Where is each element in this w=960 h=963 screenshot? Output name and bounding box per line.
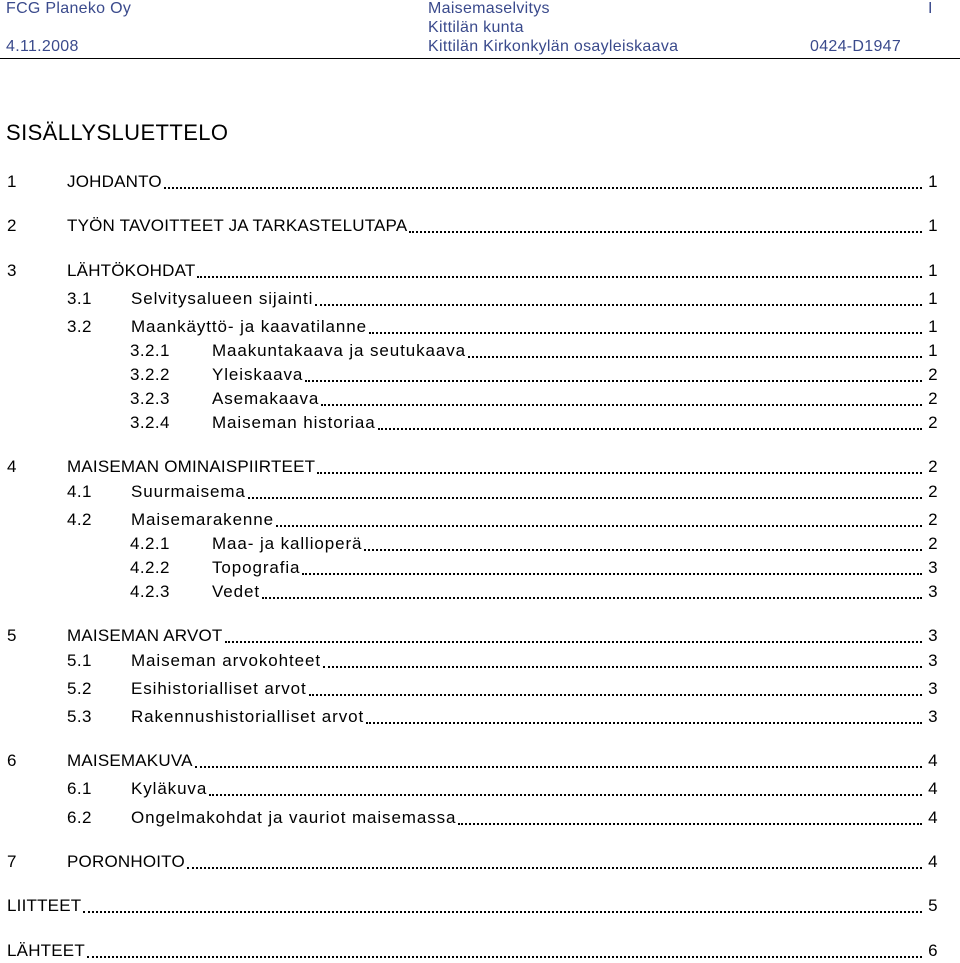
toc-entry-title: MAISEMAN OMINAISPIIRTEET	[67, 457, 316, 476]
toc-entry-title: JOHDANTO	[67, 172, 162, 191]
toc-entry-number: 6.2	[67, 808, 92, 827]
toc-dot-leader	[366, 722, 922, 724]
toc-dot-leader	[197, 276, 922, 278]
toc-entry-number: 4	[7, 457, 17, 476]
toc-entry[interactable]	[0, 624, 960, 648]
toc-dot-leader	[323, 666, 922, 668]
toc-entry-title: Suurmaisema	[131, 482, 246, 501]
header-project-code: 0424-D1947	[810, 38, 902, 55]
toc-dot-leader	[458, 823, 922, 825]
toc-entry-title: LIITTEET	[7, 896, 82, 915]
toc-entry[interactable]	[0, 894, 960, 918]
toc-entry-number: 3.2	[67, 317, 92, 336]
toc-entry[interactable]	[0, 259, 960, 283]
toc-page-number: 2	[928, 413, 938, 432]
page-title: SISÄLLYSLUETTELO	[6, 120, 229, 145]
toc-entry-title: TYÖN TAVOITTEET JA TARKASTELUTAPA	[67, 216, 408, 235]
toc-entry[interactable]	[0, 508, 960, 532]
toc-entry[interactable]	[0, 480, 960, 504]
toc-entry[interactable]	[0, 850, 960, 874]
toc-entry-title: Maiseman historiaa	[212, 413, 376, 432]
toc-page-number: 4	[928, 808, 938, 827]
toc-dot-leader	[302, 573, 922, 575]
toc-entry-title: Rakennushistorialliset arvot	[131, 707, 365, 726]
toc-page-number: 3	[928, 707, 938, 726]
toc-entry[interactable]	[0, 580, 960, 604]
toc-entry-title: Maankäyttö- ja kaavatilanne	[131, 317, 367, 336]
toc-entry-title: PORONHOITO	[67, 852, 185, 871]
toc-dot-leader	[321, 404, 922, 406]
toc-dot-leader	[364, 549, 922, 551]
toc-dot-leader	[305, 380, 922, 382]
toc-entry-number: 5.2	[67, 679, 92, 698]
toc-entry[interactable]	[0, 806, 960, 830]
toc-dot-leader	[87, 956, 922, 958]
toc-page-number: 2	[928, 534, 938, 553]
toc-entry[interactable]	[0, 939, 960, 963]
toc-dot-leader	[164, 187, 922, 189]
toc-entry-title: Vedet	[212, 582, 260, 601]
toc-entry[interactable]	[0, 749, 960, 773]
toc-entry-number: 6.1	[67, 779, 92, 798]
toc-entry[interactable]	[0, 777, 960, 801]
toc-page-number: 1	[928, 172, 938, 191]
header-date: 4.11.2008	[6, 38, 79, 55]
toc-dot-leader	[195, 766, 922, 768]
toc-entry-number: 7	[7, 852, 17, 871]
toc-entry-title: MAISEMAN ARVOT	[67, 626, 223, 645]
toc-entry[interactable]	[0, 315, 960, 339]
toc-entry-title: Maakuntakaava ja seutukaava	[212, 341, 466, 360]
toc-page-number: 3	[928, 626, 938, 645]
toc-entry[interactable]	[0, 363, 960, 387]
toc-entry[interactable]	[0, 214, 960, 238]
toc-entry[interactable]	[0, 532, 960, 556]
toc-entry-title: Esihistorialliset arvot	[131, 679, 307, 698]
toc-entry-title: Asemakaava	[212, 389, 320, 408]
toc-entry-number: 1	[7, 172, 17, 191]
toc-entry-title: MAISEMAKUVA	[67, 751, 193, 770]
toc-page-number: 1	[928, 341, 938, 360]
toc-entry-title: Ongelmakohdat ja vauriot maisemassa	[131, 808, 457, 827]
toc-entry-number: 4.1	[67, 482, 92, 501]
header-page-marker: I	[928, 0, 933, 17]
toc-page-number: 3	[928, 679, 938, 698]
toc-dot-leader	[225, 641, 922, 643]
toc-entry[interactable]	[0, 170, 960, 194]
toc-entry-number: 3	[7, 261, 17, 280]
toc-entry-number: 4.2	[67, 510, 92, 529]
toc-entry-number: 3.2.1	[130, 341, 170, 360]
toc-dot-leader	[309, 694, 922, 696]
toc-entry-number: 6	[7, 751, 17, 770]
toc-entry[interactable]	[0, 387, 960, 411]
toc-dot-leader	[468, 356, 922, 358]
toc-page-number: 3	[928, 558, 938, 577]
toc-entry-title: Topografia	[212, 558, 301, 577]
toc-entry-number: 5.1	[67, 651, 92, 670]
toc-page-number: 2	[928, 365, 938, 384]
toc-page-number: 4	[928, 751, 938, 770]
toc-entry-title: Selvitysalueen sijainti	[131, 289, 314, 308]
toc-page-number: 1	[928, 216, 938, 235]
toc-dot-leader	[409, 231, 922, 233]
toc-entry-title: LÄHTEET	[7, 941, 85, 960]
toc-dot-leader	[369, 332, 922, 334]
toc-page-number: 2	[928, 389, 938, 408]
toc-entry-title: Maiseman arvokohteet	[131, 651, 321, 670]
toc-entry-number: 4.2.1	[130, 534, 170, 553]
toc-dot-leader	[187, 867, 922, 869]
toc-entry[interactable]	[0, 705, 960, 729]
toc-page-number: 5	[928, 896, 938, 915]
toc-entry-number: 4.2.2	[130, 558, 170, 577]
toc-entry-number: 3.2.3	[130, 389, 170, 408]
toc-entry-number: 5.3	[67, 707, 92, 726]
toc-entry-number: 5	[7, 626, 17, 645]
toc-entry-title: Maisemarakenne	[131, 510, 274, 529]
header-company: FCG Planeko Oy	[6, 0, 132, 17]
toc-entry[interactable]	[0, 677, 960, 701]
toc-entry-number: 3.2.4	[130, 413, 170, 432]
toc-dot-leader	[262, 597, 922, 599]
toc-entry-number: 3.1	[67, 289, 92, 308]
toc-page-number: 4	[928, 852, 938, 871]
toc-entry[interactable]	[0, 649, 960, 673]
toc-dot-leader	[276, 525, 922, 527]
toc-dot-leader	[378, 428, 922, 430]
toc-entry[interactable]	[0, 339, 960, 363]
toc-dot-leader	[83, 911, 922, 913]
toc-entry-number: 2	[7, 216, 17, 235]
toc-entry[interactable]	[0, 411, 960, 435]
toc-entry-number: 3.2.2	[130, 365, 170, 384]
toc-page-number: 1	[928, 317, 938, 336]
toc-entry-title: Yleiskaava	[212, 365, 304, 384]
toc-dot-leader	[248, 497, 922, 499]
toc-dot-leader	[315, 304, 922, 306]
toc-entry-title: LÄHTÖKOHDAT	[67, 261, 196, 280]
toc-entry-number: 4.2.3	[130, 582, 170, 601]
toc-page-number: 1	[928, 261, 938, 280]
toc-entry[interactable]	[0, 287, 960, 311]
toc-entry-title: Maa- ja kallioperä	[212, 534, 363, 553]
toc-page-number: 2	[928, 482, 938, 501]
toc-page-number: 4	[928, 779, 938, 798]
toc-entry[interactable]	[0, 556, 960, 580]
toc-dot-leader	[317, 472, 922, 474]
toc-page-number: 3	[928, 582, 938, 601]
header-plan: Kittilän Kirkonkylän osayleiskaava	[428, 38, 679, 55]
toc-page-number: 6	[928, 941, 938, 960]
toc-page-number: 1	[928, 289, 938, 308]
toc-page-number: 2	[928, 457, 938, 476]
toc-entry[interactable]	[0, 455, 960, 479]
toc-page-number: 2	[928, 510, 938, 529]
header-divider	[0, 58, 960, 59]
toc-entry-title: Kyläkuva	[131, 779, 208, 798]
header-report-type: Maisemaselvitys	[428, 0, 550, 17]
toc-dot-leader	[209, 794, 922, 796]
header-client: Kittilän kunta	[428, 19, 524, 36]
toc-page-number: 3	[928, 651, 938, 670]
